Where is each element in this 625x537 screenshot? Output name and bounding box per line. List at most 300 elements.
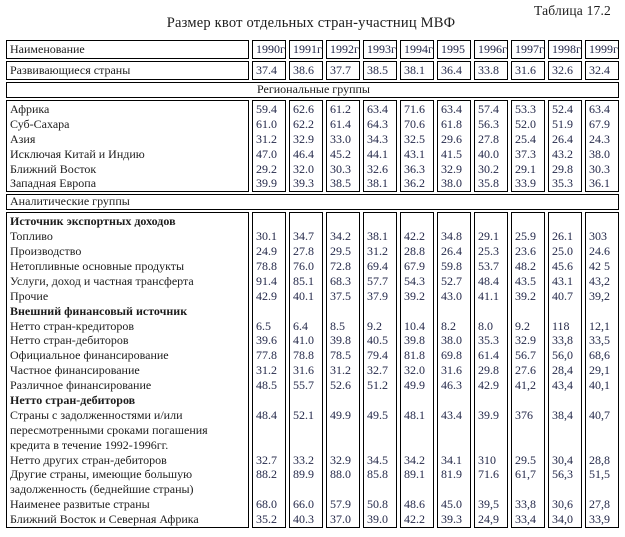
value-line xyxy=(330,423,358,438)
value-line: 59.4 xyxy=(256,102,277,116)
value-line xyxy=(330,214,358,229)
value-line: 31.2 xyxy=(330,363,351,378)
value-line: 6.5 xyxy=(256,318,271,333)
value-line: 36.1 xyxy=(589,176,610,191)
value-line: 59.8 xyxy=(441,259,462,274)
value-line xyxy=(552,214,580,229)
value-line: 303 xyxy=(589,229,607,244)
value-line xyxy=(589,438,617,453)
value-line: 38.0 xyxy=(441,333,462,348)
value-line: 67.9 xyxy=(404,259,425,274)
value-line: 26.4 xyxy=(441,244,462,259)
value-line: 32.9 xyxy=(293,131,314,146)
value-line: 25.0 xyxy=(552,244,573,259)
value-line: 27.8 xyxy=(293,244,314,259)
value-line: 34.7 xyxy=(293,229,314,244)
value-line: 68.3 xyxy=(330,273,351,288)
row-label-line: Азия xyxy=(10,131,36,146)
value-line: 30.3 xyxy=(330,161,351,176)
row-label-line: пересмотренными сроками погашения xyxy=(10,422,208,437)
value-line: 67.9 xyxy=(589,116,610,131)
year-header-cell: 1993г xyxy=(363,40,397,59)
value-line: 30.1 xyxy=(256,229,277,244)
value-line: 10.4 xyxy=(404,318,425,333)
value-line: 52.7 xyxy=(441,273,462,288)
value-line: 78.8 xyxy=(293,348,314,363)
value-line xyxy=(404,423,432,438)
value-line: 37.9 xyxy=(367,288,388,303)
value-line: 27,8 xyxy=(589,497,610,512)
row-label-line: Нетто стран-кредиторов xyxy=(10,318,135,333)
value-line: 49.5 xyxy=(367,407,388,422)
value-line xyxy=(478,304,506,319)
value-line: 39.6 xyxy=(256,333,277,348)
value-line: 37.5 xyxy=(330,288,351,303)
value-line: 46.4 xyxy=(293,146,314,161)
value-line xyxy=(441,438,469,453)
row-label-line: Внешний финансовый источник xyxy=(10,303,188,318)
value-line xyxy=(367,482,395,497)
row-label-line: Нетто стран-дебиторов xyxy=(10,393,136,408)
value-line xyxy=(589,214,617,229)
year-header-cell: 1994г xyxy=(400,40,434,59)
analytical-value-column xyxy=(585,212,619,528)
value-line xyxy=(478,438,506,453)
value-line: 34.2 xyxy=(330,229,351,244)
value-line xyxy=(515,214,543,229)
table-number-label: Таблица 17.2 xyxy=(533,3,611,18)
value-line: 310 xyxy=(478,452,496,467)
row-label-line: Другие страны, имеющие большую xyxy=(10,467,193,482)
regional-value-column xyxy=(400,100,434,192)
regional-value-column xyxy=(585,100,619,192)
value-line: 29.8 xyxy=(552,161,573,176)
row-label-line: Частное финансирование xyxy=(10,363,140,378)
value-line: 77.8 xyxy=(256,348,277,363)
row-label-line: Источник экспортных доходов xyxy=(10,214,176,229)
value-line: 63.4 xyxy=(367,102,388,116)
section-title-analytical-groups: Аналитические группы xyxy=(6,194,619,210)
value-line: 8.5 xyxy=(330,318,345,333)
value-line: 48.6 xyxy=(404,497,425,512)
value-line: 61,7 xyxy=(515,467,536,482)
value-line: 56,3 xyxy=(552,467,573,482)
year-header-cell: 1996г xyxy=(474,40,508,59)
value-line xyxy=(293,482,321,497)
value-line: 34.8 xyxy=(441,229,462,244)
value-line xyxy=(330,393,358,408)
value-line: 32.0 xyxy=(404,363,425,378)
year-header-cell: 1992г xyxy=(326,40,360,59)
regional-groups-block-row xyxy=(6,100,619,192)
value-line: 32.6 xyxy=(367,161,388,176)
row-label-line: задолженность (беднейшие страны) xyxy=(10,482,194,497)
value-line: 31.6 xyxy=(293,363,314,378)
value-line xyxy=(330,438,358,453)
section-title-regional-groups: Региональные группы xyxy=(6,82,619,98)
value-line: 68.0 xyxy=(256,497,277,512)
value-line: 52.0 xyxy=(515,116,536,131)
row-label-line: Топливо xyxy=(10,229,53,244)
value-line: 78.5 xyxy=(330,348,351,363)
row-label-line: Ближний Восток xyxy=(10,161,97,176)
regional-labels-cell xyxy=(6,100,249,192)
value-line: 39.2 xyxy=(404,288,425,303)
value-line: 37.0 xyxy=(330,512,351,527)
regional-value-column xyxy=(289,100,323,192)
value-line: 28,4 xyxy=(552,363,573,378)
value-line: 23.6 xyxy=(515,244,536,259)
value-line: 70.6 xyxy=(404,116,425,131)
value-line xyxy=(404,438,432,453)
value-line: 43.0 xyxy=(441,288,462,303)
value-line: 28,8 xyxy=(589,452,610,467)
analytical-labels-cell xyxy=(6,212,249,528)
value-line xyxy=(404,304,432,319)
value-line: 48.2 xyxy=(515,259,536,274)
regional-value-column xyxy=(363,100,397,192)
value-line: 38.0 xyxy=(589,146,610,161)
value-line: 51.9 xyxy=(552,116,573,131)
value-line: 33,9 xyxy=(589,512,610,527)
value-line: 61.2 xyxy=(330,102,351,116)
value-line xyxy=(515,438,543,453)
row-label-line: Африка xyxy=(10,102,50,116)
year-header-cell: 1990г xyxy=(252,40,286,59)
analytical-value-column xyxy=(363,212,397,528)
value-line: 27.8 xyxy=(478,131,499,146)
value-cell: 37.7 xyxy=(326,61,360,80)
value-line: 41.5 xyxy=(441,146,462,161)
value-line: 31.2 xyxy=(367,244,388,259)
value-line: 39.3 xyxy=(441,512,462,527)
value-line: 33,4 xyxy=(515,512,536,527)
value-line: 71.6 xyxy=(404,102,425,116)
value-line: 68,6 xyxy=(589,348,610,363)
value-line xyxy=(478,482,506,497)
value-line: 30,4 xyxy=(552,452,573,467)
value-line: 56.3 xyxy=(478,116,499,131)
row-label-line: Прочие xyxy=(10,288,49,303)
value-line: 56.7 xyxy=(515,348,536,363)
value-line: 63.4 xyxy=(441,102,462,116)
value-line: 43.1 xyxy=(404,146,425,161)
value-line xyxy=(256,438,284,453)
value-line xyxy=(552,423,580,438)
value-line: 39.9 xyxy=(256,176,277,191)
value-line: 24.6 xyxy=(589,244,610,259)
value-line: 85.1 xyxy=(293,273,314,288)
year-header-cell: 1997г xyxy=(511,40,545,59)
value-line xyxy=(293,423,321,438)
value-line xyxy=(589,423,617,438)
value-line: 56,0 xyxy=(552,348,573,363)
value-line: 32.7 xyxy=(367,363,388,378)
value-cell: 31.6 xyxy=(511,61,545,80)
value-line xyxy=(330,304,358,319)
value-line xyxy=(552,438,580,453)
value-line: 40.1 xyxy=(293,288,314,303)
value-line: 89.9 xyxy=(293,467,314,482)
value-line xyxy=(478,393,506,408)
row-label-line: Западная Европа xyxy=(10,176,97,191)
value-cell: 33.8 xyxy=(474,61,508,80)
row-label-line: Исключая Китай и Индию xyxy=(10,146,145,161)
value-line: 376 xyxy=(515,407,533,422)
value-line: 42.9 xyxy=(256,288,277,303)
value-line: 52.4 xyxy=(552,102,573,116)
value-line: 61.0 xyxy=(256,116,277,131)
value-line: 9.2 xyxy=(515,318,530,333)
value-line: 45.6 xyxy=(552,259,573,274)
value-line xyxy=(293,214,321,229)
value-line: 30.2 xyxy=(478,161,499,176)
value-line xyxy=(552,393,580,408)
value-line: 43.4 xyxy=(441,407,462,422)
value-line xyxy=(441,304,469,319)
value-line: 44.1 xyxy=(367,146,388,161)
value-line xyxy=(441,482,469,497)
value-line: 39,5 xyxy=(478,497,499,512)
value-line xyxy=(515,423,543,438)
analytical-value-column xyxy=(511,212,545,528)
value-line: 39.0 xyxy=(367,512,388,527)
value-line xyxy=(441,214,469,229)
value-line: 72.8 xyxy=(330,259,351,274)
value-line: 6.4 xyxy=(293,318,308,333)
value-line xyxy=(256,393,284,408)
value-line: 81.9 xyxy=(441,467,462,482)
row-label-line: Страны с задолженностями и/или xyxy=(10,407,183,422)
developing-countries-label: Развивающиеся страны xyxy=(6,61,249,80)
row-label-line: Нетто других стран-дебиторов xyxy=(10,452,167,467)
value-line xyxy=(515,482,543,497)
value-line: 33,5 xyxy=(589,333,610,348)
value-line: 85.8 xyxy=(367,467,388,482)
value-line: 39.8 xyxy=(404,333,425,348)
value-line xyxy=(367,438,395,453)
analytical-value-column xyxy=(548,212,582,528)
value-line: 51,5 xyxy=(589,467,610,482)
value-line: 53.7 xyxy=(478,259,499,274)
value-line: 32.9 xyxy=(515,333,536,348)
value-line: 49.9 xyxy=(404,378,425,393)
analytical-value-column xyxy=(326,212,360,528)
value-line xyxy=(441,423,469,438)
row-label-line: Услуги, доход и частная трансферта xyxy=(10,273,194,288)
regional-value-column xyxy=(437,100,471,192)
value-line: 26.1 xyxy=(552,229,573,244)
value-line xyxy=(515,393,543,408)
value-line xyxy=(256,482,284,497)
value-line: 39.3 xyxy=(293,176,314,191)
row-label-line: Производство xyxy=(10,244,82,259)
value-line: 40,1 xyxy=(589,378,610,393)
value-line xyxy=(478,214,506,229)
value-line: 57.7 xyxy=(367,273,388,288)
value-line: 24,9 xyxy=(478,512,499,527)
analytical-value-column xyxy=(252,212,286,528)
value-line: 9.2 xyxy=(367,318,382,333)
regional-value-column xyxy=(548,100,582,192)
analytical-groups-title-row xyxy=(6,194,619,210)
table-title: Размер квот отдельных стран-участниц МВФ xyxy=(166,15,456,31)
row-label-line: Официальное финансирование xyxy=(10,348,169,363)
value-line: 30,6 xyxy=(552,497,573,512)
value-line: 32.0 xyxy=(293,161,314,176)
value-line: 39,2 xyxy=(589,288,610,303)
value-line: 49.9 xyxy=(330,407,351,422)
value-line: 57.4 xyxy=(478,102,499,116)
value-line: 62.2 xyxy=(293,116,314,131)
value-line xyxy=(330,482,358,497)
value-line: 24.9 xyxy=(256,244,277,259)
value-line xyxy=(256,214,284,229)
value-line: 33.9 xyxy=(515,176,536,191)
value-line: 38,4 xyxy=(552,407,573,422)
value-line: 88.2 xyxy=(256,467,277,482)
value-line xyxy=(404,482,432,497)
value-cell: 38.1 xyxy=(400,61,434,80)
value-line: 8.2 xyxy=(441,318,456,333)
value-line xyxy=(367,393,395,408)
value-cell: 32.4 xyxy=(585,61,619,80)
value-line: 43.2 xyxy=(552,146,573,161)
header-row xyxy=(6,40,619,59)
analytical-value-column xyxy=(437,212,471,528)
value-line: 53.3 xyxy=(515,102,536,116)
value-line xyxy=(515,304,543,319)
value-line: 79.4 xyxy=(367,348,388,363)
value-line: 29.1 xyxy=(478,229,499,244)
value-line: 54.3 xyxy=(404,273,425,288)
value-line: 34.2 xyxy=(404,452,425,467)
value-line: 39.8 xyxy=(330,333,351,348)
value-line: 34.3 xyxy=(367,131,388,146)
year-header-cell: 1995 xyxy=(437,40,471,59)
value-line: 38.5 xyxy=(330,176,351,191)
value-line: 35.3 xyxy=(552,176,573,191)
value-line: 48.5 xyxy=(256,378,277,393)
value-line xyxy=(367,214,395,229)
value-line: 38.1 xyxy=(367,176,388,191)
value-line xyxy=(552,482,580,497)
value-cell: 37.4 xyxy=(252,61,286,80)
value-line: 52.6 xyxy=(330,378,351,393)
value-line: 41.0 xyxy=(293,333,314,348)
value-line: 32.7 xyxy=(256,452,277,467)
value-line: 76.0 xyxy=(293,259,314,274)
value-line xyxy=(589,304,617,319)
value-line: 52.1 xyxy=(293,407,314,422)
value-line: 25.9 xyxy=(515,229,536,244)
value-line: 88.0 xyxy=(330,467,351,482)
value-line: 39.2 xyxy=(515,288,536,303)
value-line: 61.4 xyxy=(330,116,351,131)
value-line: 42.9 xyxy=(478,378,499,393)
value-line: 32.9 xyxy=(330,452,351,467)
value-line xyxy=(293,393,321,408)
value-line: 24.3 xyxy=(589,131,610,146)
value-line: 35.3 xyxy=(478,333,499,348)
value-line: 34.5 xyxy=(367,452,388,467)
value-line: 118 xyxy=(552,318,570,333)
value-line: 48.4 xyxy=(256,407,277,422)
value-line: 25.3 xyxy=(478,244,499,259)
value-line: 45.2 xyxy=(330,146,351,161)
regional-value-column xyxy=(326,100,360,192)
value-line: 43,2 xyxy=(589,273,610,288)
year-header-cell: 1998г xyxy=(548,40,582,59)
value-line: 35.2 xyxy=(256,512,277,527)
value-line: 55.7 xyxy=(293,378,314,393)
value-line: 29.5 xyxy=(515,452,536,467)
regional-value-column xyxy=(511,100,545,192)
value-line: 62.6 xyxy=(293,102,314,116)
regional-groups-title-row xyxy=(6,82,619,98)
developing-countries-row xyxy=(6,61,619,80)
imf-quota-table xyxy=(3,38,622,530)
year-header-cell: 1991г xyxy=(289,40,323,59)
value-line xyxy=(589,393,617,408)
value-line: 40,7 xyxy=(589,407,610,422)
value-line: 31.6 xyxy=(441,363,462,378)
value-line: 29.6 xyxy=(441,131,462,146)
value-line: 32.5 xyxy=(404,131,425,146)
value-line xyxy=(478,423,506,438)
value-line: 66.0 xyxy=(293,497,314,512)
value-line: 64.3 xyxy=(367,116,388,131)
value-line: 89.1 xyxy=(404,467,425,482)
value-line xyxy=(293,304,321,319)
value-line: 63.4 xyxy=(589,102,610,116)
value-cell: 36.4 xyxy=(437,61,471,80)
value-line: 50.8 xyxy=(367,497,388,512)
value-line: 31.2 xyxy=(256,131,277,146)
value-line: 29.8 xyxy=(478,363,499,378)
regional-value-column xyxy=(474,100,508,192)
value-line: 46.3 xyxy=(441,378,462,393)
value-line xyxy=(404,214,432,229)
value-line: 61.8 xyxy=(441,116,462,131)
value-line: 26.4 xyxy=(552,131,573,146)
value-line: 42.2 xyxy=(404,512,425,527)
value-line: 38.0 xyxy=(441,176,462,191)
value-line: 61.4 xyxy=(478,348,499,363)
value-line: 81.8 xyxy=(404,348,425,363)
value-line: 78.8 xyxy=(256,259,277,274)
value-line: 43.1 xyxy=(552,273,573,288)
value-cell: 38.5 xyxy=(363,61,397,80)
value-line: 48.1 xyxy=(404,407,425,422)
row-label-line: Нетто стран-дебиторов xyxy=(10,333,129,348)
value-line: 32.9 xyxy=(441,161,462,176)
value-line: 30.3 xyxy=(589,161,610,176)
value-cell: 32.6 xyxy=(548,61,582,80)
value-line: 40.7 xyxy=(552,288,573,303)
value-line: 41,2 xyxy=(515,378,536,393)
analytical-value-column xyxy=(474,212,508,528)
value-line: 71.6 xyxy=(478,467,499,482)
row-label-line: Различное финансирование xyxy=(10,378,152,393)
analytical-value-column xyxy=(400,212,434,528)
value-line: 33,8 xyxy=(515,497,536,512)
value-line: 34,0 xyxy=(552,512,573,527)
value-line: 57.9 xyxy=(330,497,351,512)
value-line: 69.8 xyxy=(441,348,462,363)
name-column-header: Наименование xyxy=(6,40,249,59)
value-line: 29.1 xyxy=(515,161,536,176)
